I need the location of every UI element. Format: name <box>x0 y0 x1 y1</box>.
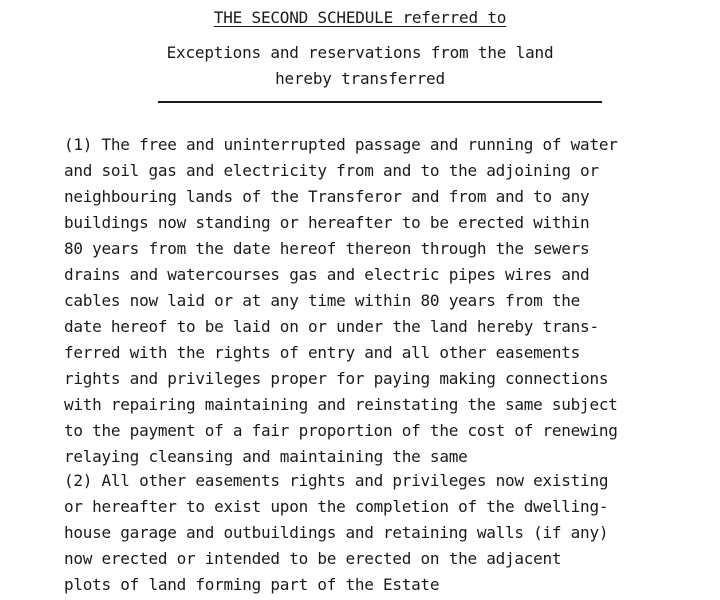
body-line: and soil gas and electricity from and to the adjoining or <box>64 161 599 180</box>
body-line: to the payment of a fair proportion of the cost of renewing <box>64 421 618 440</box>
body-line: rights and privileges proper for paying making connections <box>64 369 609 388</box>
body-line: cables now laid or at any time within 80 years from the <box>64 291 581 310</box>
body-line: neighbouring lands of the Transferor and from and to any <box>64 187 590 206</box>
body-line: with repairing maintaining and reinstating the same subject <box>64 395 618 414</box>
schedule-title: THE SECOND SCHEDULE referred to <box>213 8 507 27</box>
body-line: or hereafter to exist upon the completion of the dwelling- <box>64 497 609 516</box>
body-line: drains and watercourses gas and electric pipes wires and <box>64 265 590 284</box>
body-line: ferred with the rights of entry and all other easements <box>64 343 581 362</box>
heading-divider <box>158 101 602 103</box>
body-line: buildings now standing or hereafter to be erected within <box>64 213 590 232</box>
body-line: now erected or intended to be erected on the adjacent <box>64 549 562 568</box>
body-line: relaying cleansing and maintaining the same <box>64 447 468 466</box>
body-line: 80 years from the date hereof thereon through the sewers <box>64 239 590 258</box>
schedule-subtitle-line-1: Exceptions and reservations from the land <box>166 43 554 62</box>
body-line: (1) The free and uninterrupted passage and running of water <box>64 135 618 154</box>
body-line: plots of land forming part of the Estate <box>64 575 440 594</box>
schedule-subtitle-line-2: hereby transferred <box>275 69 445 88</box>
body-line: (2) All other easements rights and privileges now existing <box>64 471 609 490</box>
body-line: house garage and outbuildings and retaining walls (if any) <box>64 523 609 542</box>
body-line: date hereof to be laid on or under the land hereby trans- <box>64 317 599 336</box>
